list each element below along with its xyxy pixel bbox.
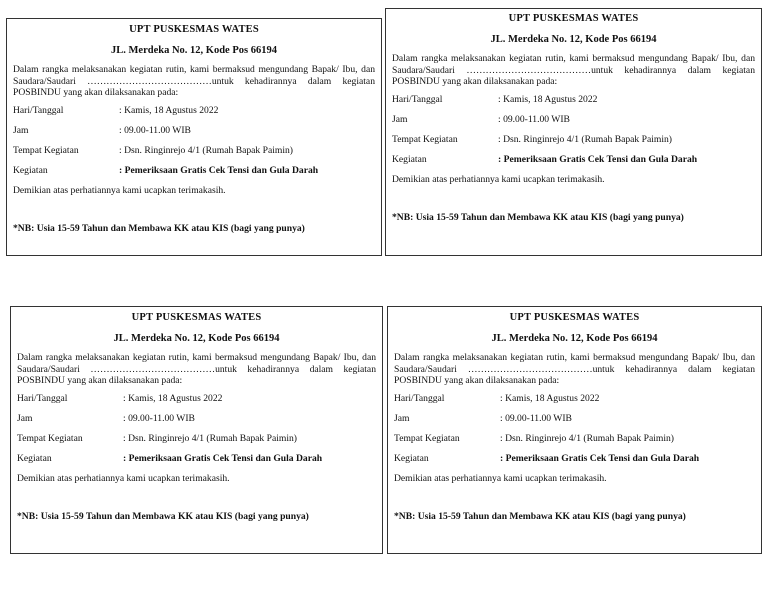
intro-paragraph: Dalam rangka melaksanakan kegiatan rutin, kami bermaksud mengundang Bapak/ Ibu, dan Saudara/Saudari …………………………………untuk kehadirannya dalam kegiatan POSBINDU yang akan dilaksanakan pada:: [392, 53, 755, 88]
field-label: Kegiatan: [392, 153, 427, 165]
field-label: Hari/Tanggal: [394, 392, 445, 404]
field-row-time: [13, 125, 375, 137]
closing-text: Demikian atas perhatiannya kami ucapkan terimakasih.: [392, 173, 605, 185]
field-value: : 09.00-11.00 WIB: [498, 113, 570, 125]
field-row-place: [17, 433, 376, 445]
field-row-date: [13, 105, 375, 117]
field-label: Tempat Kegiatan: [394, 432, 460, 444]
field-label: Kegiatan: [17, 452, 52, 464]
intro-paragraph: Dalam rangka melaksanakan kegiatan rutin, kami bermaksud mengundang Bapak/ Ibu, dan Saudara/Saudari …………………………………untuk kehadirannya dalam kegiatan POSBINDU yang akan dilaksanakan pada:: [17, 352, 376, 387]
intro-paragraph: Dalam rangka melaksanakan kegiatan rutin, kami bermaksud mengundang Bapak/ Ibu, dan Saudara/Saudari …………………………………untuk kehadirannya dalam kegiatan POSBINDU yang akan dilaksanakan pada:: [13, 64, 375, 99]
field-row-place: [394, 433, 755, 445]
field-row-activity: [394, 453, 755, 465]
field-row-activity: [17, 453, 376, 465]
field-row-date: [392, 94, 755, 106]
org-name: UPT PUSKESMAS WATES: [131, 312, 262, 323]
field-row-time: [394, 413, 755, 425]
field-value: : Kamis, 18 Agustus 2022: [500, 392, 600, 404]
org-name: UPT PUSKESMAS WATES: [509, 312, 640, 323]
closing-text: Demikian atas perhatiannya kami ucapkan terimakasih.: [13, 184, 226, 196]
field-value: : Dsn. Ringinrejo 4/1 (Rumah Bapak Paimin): [500, 432, 675, 444]
field-row-place: [13, 145, 375, 157]
closing-text: Demikian atas perhatiannya kami ucapkan terimakasih.: [17, 472, 230, 484]
field-row-place: [392, 134, 755, 146]
field-row-date: [17, 393, 376, 405]
field-row-time: [17, 413, 376, 425]
field-value: : Kamis, 18 Agustus 2022: [119, 104, 219, 116]
field-row-activity: [13, 165, 375, 177]
invitation-card: [385, 8, 762, 256]
field-value: : 09.00-11.00 WIB: [123, 412, 195, 424]
field-row-activity: [392, 154, 755, 166]
field-label: Kegiatan: [13, 164, 48, 176]
org-name: UPT PUSKESMAS WATES: [129, 24, 259, 35]
closing-text: Demikian atas perhatiannya kami ucapkan terimakasih.: [394, 472, 607, 484]
field-row-time: [392, 114, 755, 126]
field-value: : Pemeriksaan Gratis Cek Tensi dan Gula Darah: [500, 452, 700, 464]
org-address: JL. Merdeka No. 12, Kode Pos 66194: [491, 333, 658, 344]
field-label: Tempat Kegiatan: [13, 144, 79, 156]
field-value: : Dsn. Ringinrejo 4/1 (Rumah Bapak Paimin): [498, 133, 673, 145]
field-label: Jam: [17, 412, 33, 424]
org-name: UPT PUSKESMAS WATES: [508, 13, 639, 24]
field-label: Hari/Tanggal: [13, 104, 64, 116]
footnote: *NB: Usia 15-59 Tahun dan Membawa KK atau KIS (bagi yang punya): [394, 510, 686, 522]
field-label: Jam: [394, 412, 410, 424]
field-label: Jam: [392, 113, 408, 125]
invitation-card: [10, 306, 383, 554]
field-label: Hari/Tanggal: [17, 392, 68, 404]
field-value: : 09.00-11.00 WIB: [119, 124, 191, 136]
field-label: Hari/Tanggal: [392, 93, 443, 105]
org-address: JL. Merdeka No. 12, Kode Pos 66194: [490, 34, 657, 45]
field-label: Kegiatan: [394, 452, 429, 464]
field-value: : Dsn. Ringinrejo 4/1 (Rumah Bapak Paimin): [119, 144, 294, 156]
field-row-date: [394, 393, 755, 405]
field-value: : Pemeriksaan Gratis Cek Tensi dan Gula Darah: [123, 452, 323, 464]
field-value: : Pemeriksaan Gratis Cek Tensi dan Gula Darah: [119, 164, 319, 176]
field-value: : Kamis, 18 Agustus 2022: [498, 93, 598, 105]
intro-paragraph: Dalam rangka melaksanakan kegiatan rutin, kami bermaksud mengundang Bapak/ Ibu, dan Saudara/Saudari …………………………………untuk kehadirannya dalam kegiatan POSBINDU yang akan dilaksanakan pada:: [394, 352, 755, 387]
invitation-card: [6, 18, 382, 256]
org-address: JL. Merdeka No. 12, Kode Pos 66194: [113, 333, 280, 344]
field-label: Tempat Kegiatan: [392, 133, 458, 145]
footnote: *NB: Usia 15-59 Tahun dan Membawa KK atau KIS (bagi yang punya): [17, 510, 309, 522]
field-value: : Dsn. Ringinrejo 4/1 (Rumah Bapak Paimin): [123, 432, 298, 444]
field-value: : Pemeriksaan Gratis Cek Tensi dan Gula Darah: [498, 153, 698, 165]
footnote: *NB: Usia 15-59 Tahun dan Membawa KK atau KIS (bagi yang punya): [13, 222, 305, 234]
footnote: *NB: Usia 15-59 Tahun dan Membawa KK atau KIS (bagi yang punya): [392, 211, 684, 223]
invitation-card: [387, 306, 762, 554]
org-address: JL. Merdeka No. 12, Kode Pos 66194: [111, 45, 277, 56]
field-label: Jam: [13, 124, 29, 136]
field-value: : 09.00-11.00 WIB: [500, 412, 572, 424]
field-label: Tempat Kegiatan: [17, 432, 83, 444]
field-value: : Kamis, 18 Agustus 2022: [123, 392, 223, 404]
